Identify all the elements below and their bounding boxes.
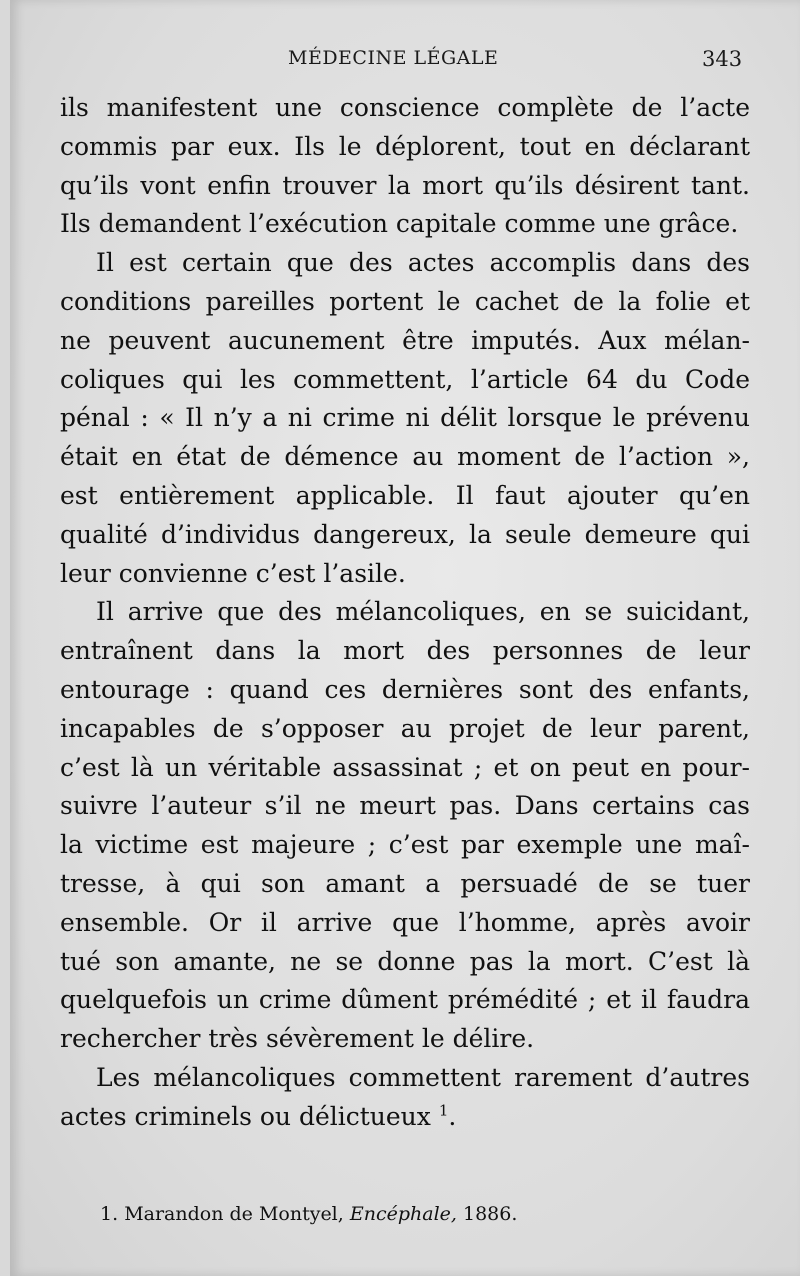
text-line: incapables de s’opposer au projet de leur parent, [60, 713, 750, 743]
footnote [100, 1203, 517, 1225]
footnote-number: 1. [100, 1203, 119, 1225]
running-title: MÉDECINE LÉGALE [288, 47, 499, 69]
footnote-author: Marandon de Montyel, [124, 1203, 344, 1225]
text-line: ensemble. Or il arrive que l’homme, après avoir [60, 907, 750, 937]
text-line: pénal : « Il n’y a ni crime ni délit lorsque le prévenu [60, 403, 750, 433]
text-line: Il est certain que des actes accomplis dans des [96, 248, 750, 278]
text-line: ne peuvent aucunement être imputés. Aux mélan- [60, 325, 750, 355]
text-line: la victime est majeure ; c’est par exemple une maî- [60, 830, 750, 860]
text-line: entraînent dans la mort des personnes de leur [60, 636, 750, 666]
text-line: entourage : quand ces dernières sont des enfants, [60, 674, 750, 704]
text-line: qualité d’individus dangereux, la seule demeure qui [60, 519, 750, 549]
text-line: tresse, à qui son amant a persuadé de se tuer [60, 868, 750, 898]
text-line: c’est là un véritable assassinat ; et on peut en pour- [60, 752, 750, 782]
text-line: suivre l’auteur s’il ne meurt pas. Dans certains cas [60, 791, 750, 821]
text-line: leur convienne c’est l’asile. [60, 558, 406, 588]
text-line-with-note [60, 1098, 750, 1137]
paragraph-1 [60, 89, 750, 244]
paragraph-3 [60, 593, 750, 1059]
footnote-reference: 1 [438, 1101, 449, 1120]
text-line: Ils demandent l’exécution capitale comme une grâce. [60, 209, 739, 239]
text-line: est entièrement applicable. Il faut ajouter qu’en [60, 480, 750, 510]
book-page [10, 0, 800, 1276]
text-line: tué son amante, ne se donne pas la mort. C’est là [60, 946, 750, 976]
body-text [60, 89, 750, 1137]
text-line: qu’ils vont enfin trouver la mort qu’ils désirent tant. [60, 170, 750, 200]
text-line: conditions pareilles portent le cachet de la folie et [60, 286, 750, 316]
sentence-end: . [448, 1101, 457, 1131]
text-line: était en état de démence au moment de l’action », [60, 442, 750, 472]
text-line: coliques qui les commettent, l’article 64 du Code [60, 364, 750, 394]
text-line: rechercher très sévèrement le délire. [60, 1024, 535, 1054]
text-line: Les mélancoliques commettent rarement d’autres [96, 1062, 750, 1092]
text-line: Il arrive que des mélancoliques, en se suicidant, [96, 597, 750, 627]
paragraph-2 [60, 244, 750, 593]
page-number: 343 [702, 47, 743, 71]
paragraph-4 [60, 1059, 750, 1137]
footnote-journal: Encéphale, [349, 1203, 457, 1225]
footnote-year: 1886. [463, 1203, 518, 1225]
text-line: actes criminels ou délictueux [60, 1101, 431, 1131]
text-line: quelquefois un crime dûment prémédité ; et il faudra [60, 985, 750, 1015]
text-line: ils manifestent une conscience complète de l’acte [60, 93, 750, 122]
text-line: commis par eux. Ils le déplorent, tout en déclarant [60, 131, 750, 161]
